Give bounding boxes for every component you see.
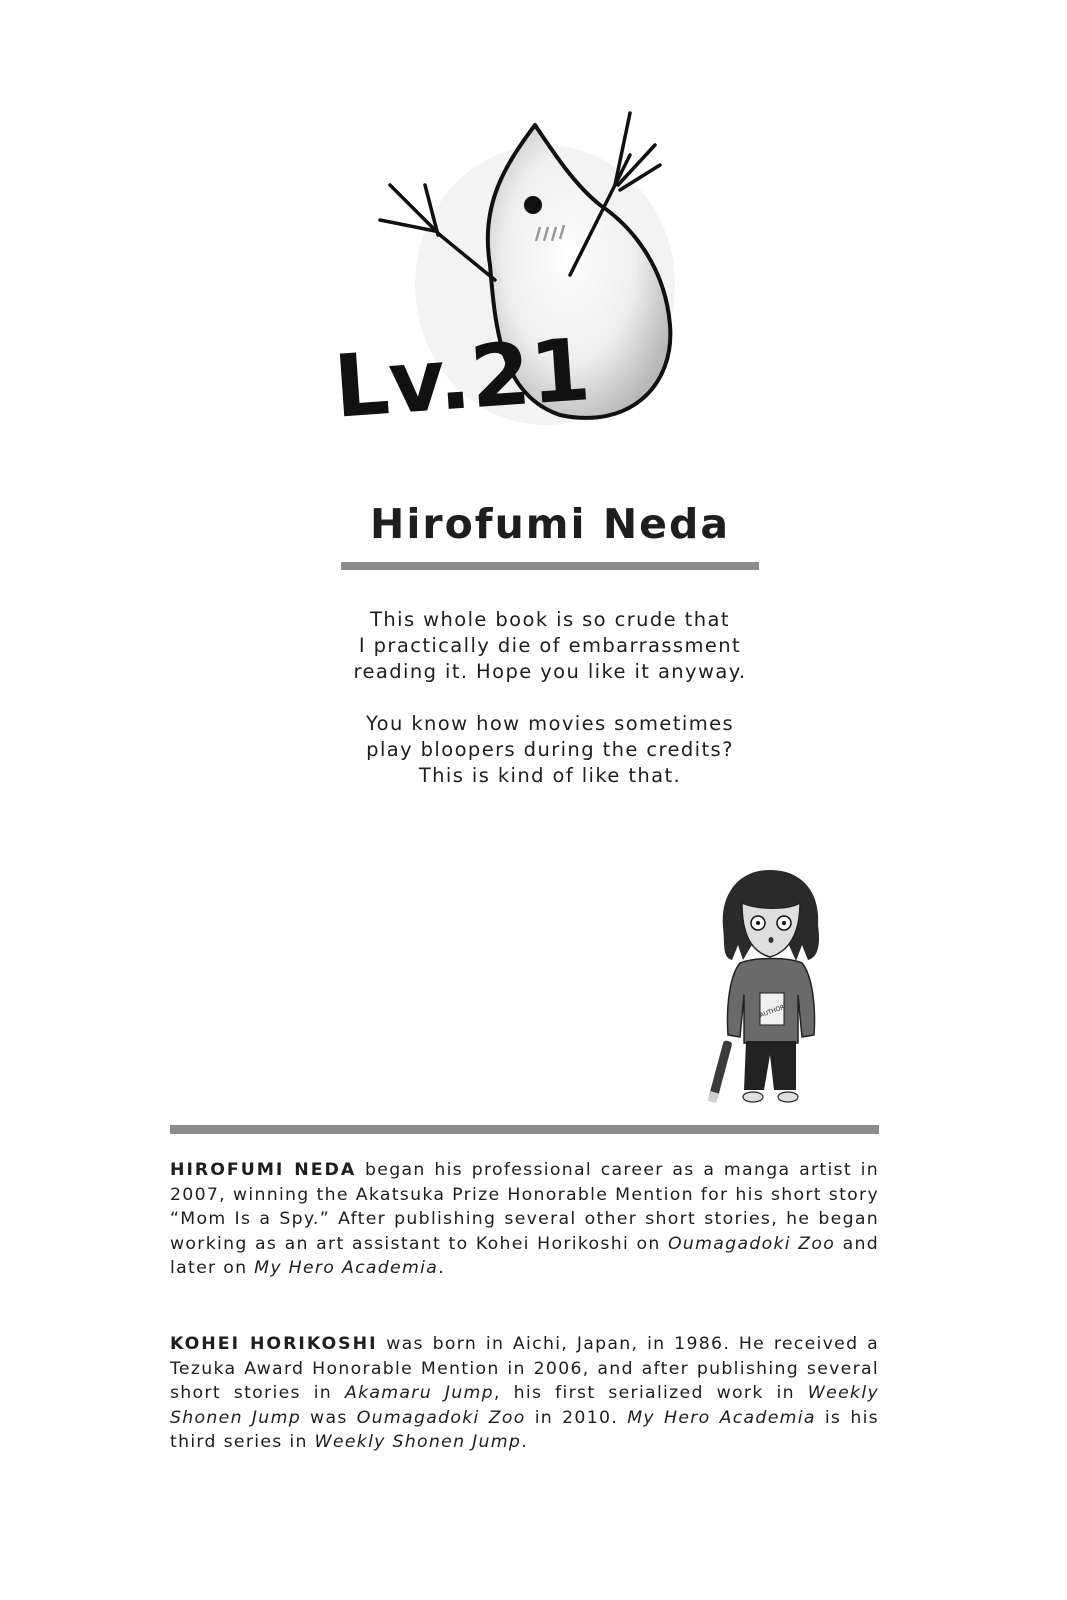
note-line: This whole book is so crude that (370, 608, 730, 631)
bio-text: was (300, 1407, 357, 1428)
author-name-heading: Hirofumi Neda (370, 500, 730, 548)
note-line: reading it. Hope you like it anyway. (353, 660, 747, 683)
bio-text: . (438, 1258, 445, 1279)
eye-dot (524, 196, 542, 214)
note-line: play bloopers during the credits? (366, 738, 734, 761)
bio-title: Oumagadoki Zoo (356, 1407, 526, 1428)
bio-kohei-horikoshi (170, 1332, 879, 1455)
author-sketch-illustration (330, 95, 690, 440)
bio-text: was born in Aichi, Japan, in 1986. He received a Tezuka Award Honorable Mention in 2006, and after publishing several short stories in (170, 1334, 879, 1404)
bio-divider (170, 1125, 879, 1134)
level-label: Lv.21 (330, 320, 594, 438)
mouth (769, 937, 774, 943)
heading-divider (341, 562, 759, 570)
author-note (320, 607, 780, 815)
bio-text: is his third series in (170, 1407, 879, 1453)
bio-text: began his professional career as a manga artist in 2007, winning the Akatsuka Prize Honorable Mention for his short story “Mom Is a Spy.” After publishing several other short stories, he began working as an art assistant to Kohei Horikoshi on (170, 1160, 879, 1254)
bio-name: KOHEI HORIKOSHI (170, 1334, 378, 1354)
bio-title: Weekly Shonen Jump (170, 1383, 879, 1428)
note-paragraph-1 (320, 607, 780, 685)
bio-text: in 2010. (525, 1407, 628, 1428)
pants-shape (744, 1041, 796, 1090)
bio-title: Oumagadoki Zoo (668, 1233, 836, 1254)
bio-title: My Hero Academia (627, 1407, 816, 1428)
bio-title: Akamaru Jump (344, 1383, 494, 1404)
bio-name: HIROFUMI NEDA (170, 1160, 357, 1180)
note-line: I practically die of embarrassment (358, 634, 742, 657)
bio-title: My Hero Academia (254, 1258, 439, 1279)
bio-hirofumi-neda (170, 1158, 879, 1281)
note-line: This is kind of like that. (418, 764, 682, 787)
bio-text: and later on (170, 1233, 879, 1279)
bio-title: Weekly Shonen Jump (314, 1432, 522, 1453)
pen-icon (708, 1040, 733, 1103)
bio-text: , his first serialized work in (493, 1383, 808, 1404)
bio-text: . (521, 1432, 528, 1453)
author-chibi-illustration (708, 865, 833, 1115)
author-tag-text: AUTHOR (758, 1003, 786, 1020)
note-line: You know how movies sometimes (365, 712, 735, 735)
note-paragraph-2 (320, 711, 780, 789)
